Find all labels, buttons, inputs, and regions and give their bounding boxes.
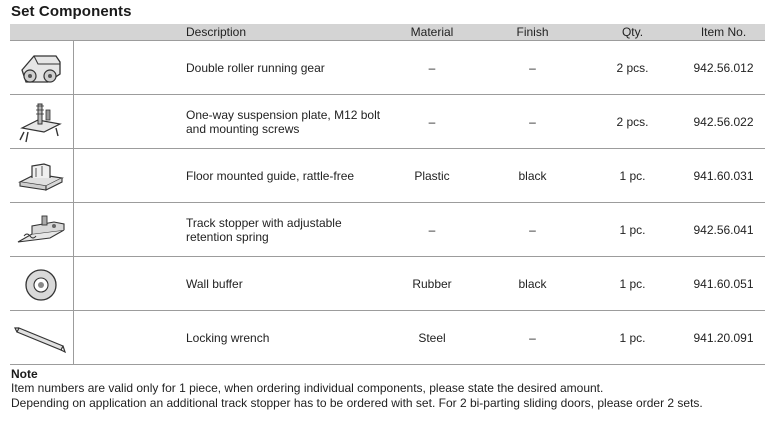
item-no-cell: 942.56.022: [682, 95, 765, 149]
finish-cell: –: [482, 203, 583, 257]
table-row: [10, 95, 765, 149]
table-row: [10, 257, 765, 311]
qty-cell: 1 pc.: [583, 149, 682, 203]
header-qty: Qty.: [583, 24, 682, 41]
description-cell: Double roller running gear: [186, 41, 382, 95]
finish-cell: black: [482, 257, 583, 311]
qty-cell: 2 pcs.: [583, 41, 682, 95]
item-no-cell: 941.60.051: [682, 257, 765, 311]
table-header-row: [10, 24, 765, 41]
material-cell: Plastic: [382, 149, 482, 203]
finish-cell: black: [482, 149, 583, 203]
item-no-cell: 941.20.091: [682, 311, 765, 365]
material-cell: –: [382, 41, 482, 95]
suspension-plate-icon: [10, 95, 73, 148]
table-row: [10, 41, 765, 95]
item-no-cell: 942.56.012: [682, 41, 765, 95]
header-finish: Finish: [482, 24, 583, 41]
wall-buffer-icon: [10, 257, 73, 310]
table-row: [10, 203, 765, 257]
header-description: Description: [186, 24, 382, 41]
item-no-cell: 941.60.031: [682, 149, 765, 203]
qty-cell: 1 pc.: [583, 203, 682, 257]
material-cell: Rubber: [382, 257, 482, 311]
finish-cell: –: [482, 41, 583, 95]
material-cell: –: [382, 95, 482, 149]
note-heading: Note: [11, 367, 38, 381]
qty-cell: 1 pc.: [583, 311, 682, 365]
description-cell: One-way suspension plate, M12 bolt and mounting screws: [186, 107, 381, 136]
note-line-2: Depending on application an additional track stopper has to be ordered with set. For 2 bi-parting sliding doors, please order 2 sets.: [11, 396, 703, 410]
double-roller-running-gear-icon: [10, 41, 73, 94]
page-title: Set Components: [11, 3, 132, 20]
locking-wrench-icon: [10, 311, 73, 364]
note-line-1: Item numbers are valid only for 1 piece, when ordering individual components, please state the desired amount.: [11, 381, 604, 395]
table-row: [10, 311, 765, 365]
header-spacer: [73, 24, 186, 41]
table-row: [10, 149, 765, 203]
components-table: [10, 24, 765, 365]
material-cell: –: [382, 203, 482, 257]
qty-cell: 2 pcs.: [583, 95, 682, 149]
header-image: [10, 24, 73, 41]
finish-cell: –: [482, 311, 583, 365]
floor-guide-icon: [10, 149, 73, 202]
description-cell: Locking wrench: [186, 311, 382, 365]
item-no-cell: 942.56.041: [682, 203, 765, 257]
material-cell: Steel: [382, 311, 482, 365]
finish-cell: –: [482, 95, 583, 149]
description-cell: Wall buffer: [186, 257, 382, 311]
description-cell: Track stopper with adjustable retention spring: [186, 215, 342, 244]
qty-cell: 1 pc.: [583, 257, 682, 311]
header-material: Material: [382, 24, 482, 41]
track-stopper-icon: [10, 203, 73, 256]
header-item-no: Item No.: [682, 24, 765, 41]
description-cell: Floor mounted guide, rattle-free: [186, 149, 382, 203]
